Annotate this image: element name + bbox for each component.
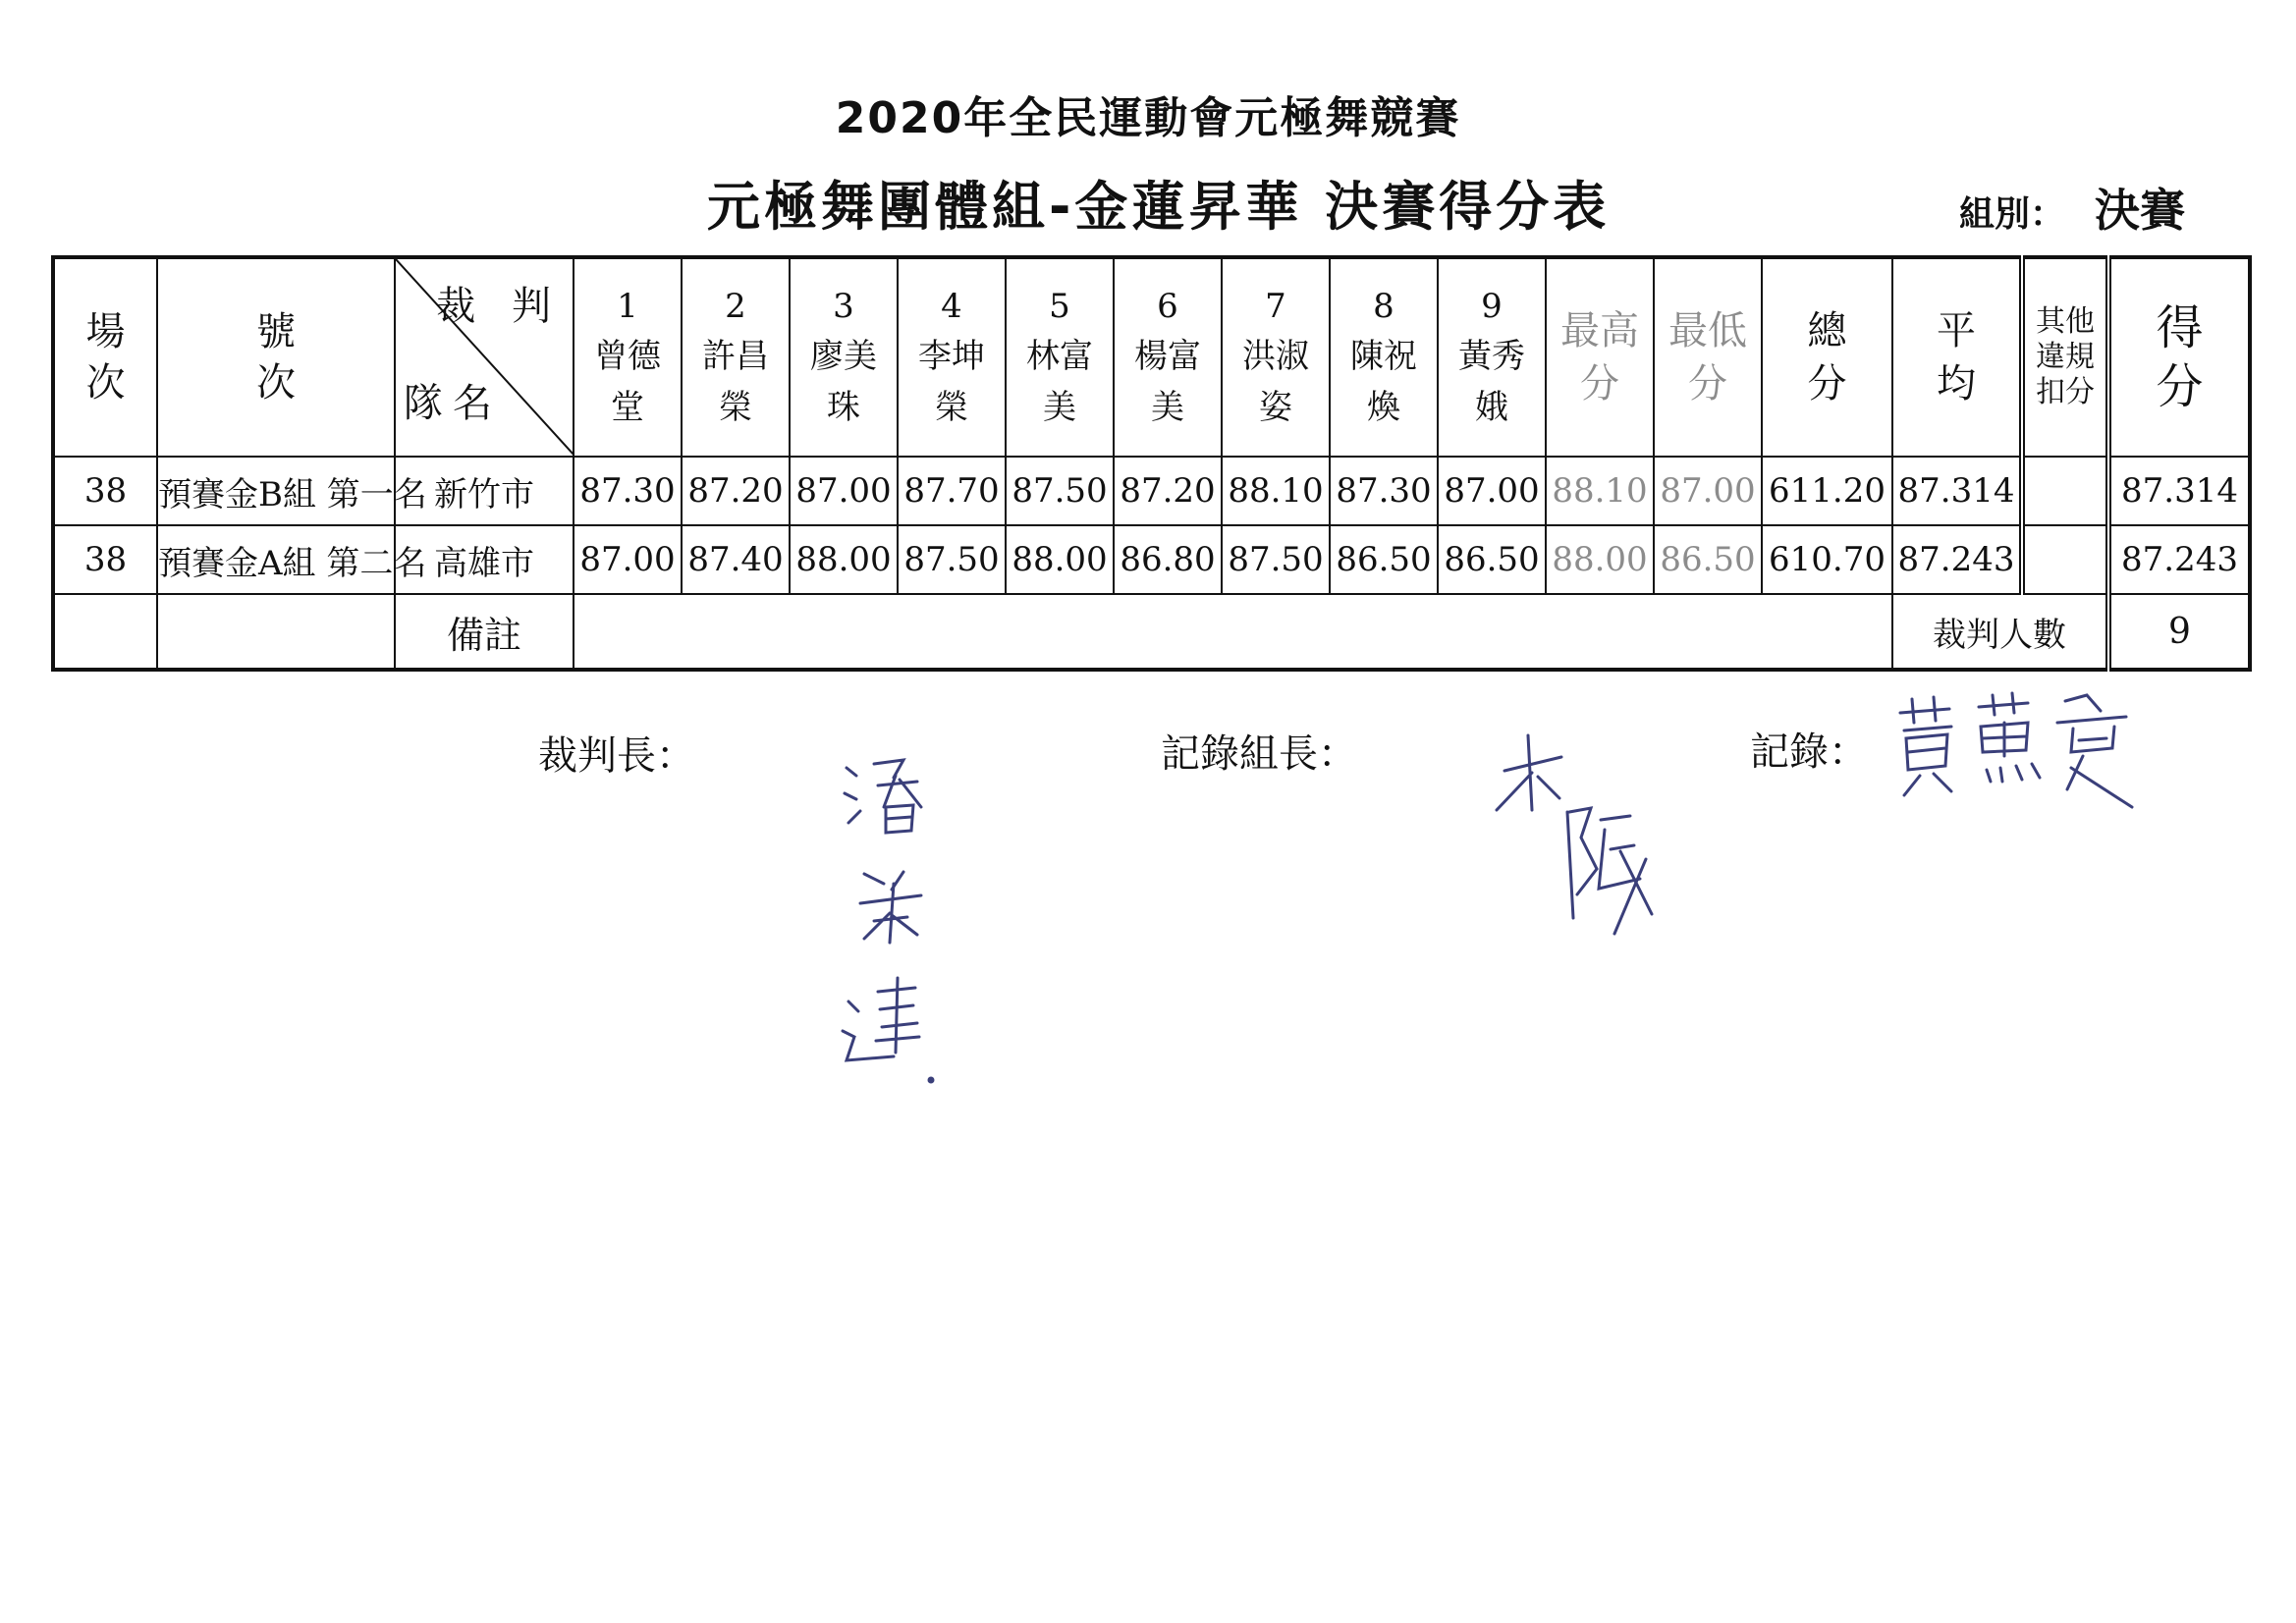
min-score-cell: 87.00 bbox=[1654, 457, 1762, 525]
score-cell: 87.40 bbox=[682, 525, 790, 594]
group-value: 決賽 bbox=[2095, 184, 2186, 237]
judge-5-header: 5 林富美 bbox=[1006, 257, 1114, 457]
chief-judge-signature bbox=[835, 746, 962, 1100]
average-header: 平均 bbox=[1892, 257, 2022, 457]
session-header: 場次 bbox=[53, 257, 157, 457]
score-cell: 88.00 bbox=[1006, 525, 1114, 594]
group-info bbox=[1959, 175, 2185, 240]
document-subtitle: 元極舞團體組-金蓮昇華 決賽得分表 bbox=[707, 176, 1611, 238]
score-cell: 87.50 bbox=[1222, 525, 1330, 594]
average-cell: 87.314 bbox=[1892, 457, 2022, 525]
judge-8-header: 8 陳祝煥 bbox=[1330, 257, 1438, 457]
score-cell: 86.50 bbox=[1438, 525, 1546, 594]
judge-3-header: 3 廖美珠 bbox=[790, 257, 898, 457]
score-cell: 87.30 bbox=[574, 457, 682, 525]
order-header: 號次 bbox=[157, 257, 395, 457]
average-cell: 87.243 bbox=[1892, 525, 2022, 594]
judge-4-header: 4 李坤榮 bbox=[898, 257, 1006, 457]
score-cell: 86.80 bbox=[1114, 525, 1222, 594]
min-score-header: 最低分 bbox=[1654, 257, 1762, 457]
team-cell: 新竹市 bbox=[395, 457, 574, 525]
recorder-label: 記錄： bbox=[1750, 730, 1868, 775]
final-score-cell: 87.243 bbox=[2108, 525, 2250, 594]
table-row bbox=[53, 525, 2250, 594]
score-cell: 87.00 bbox=[1438, 457, 1546, 525]
max-score-cell: 88.10 bbox=[1546, 457, 1654, 525]
judge-9-header: 9 黃秀娥 bbox=[1438, 257, 1546, 457]
total-cell: 610.70 bbox=[1762, 525, 1892, 594]
document-title: 2020年全民運動會元極舞競賽 bbox=[835, 93, 1461, 143]
score-cell: 87.00 bbox=[574, 525, 682, 594]
remarks-empty-cell bbox=[157, 594, 395, 670]
record-chief-signature bbox=[1483, 722, 1699, 977]
score-table bbox=[51, 255, 2252, 672]
order-cell: 預賽金A組 第二名 bbox=[157, 525, 395, 594]
judge-7-header: 7 洪淑姿 bbox=[1222, 257, 1330, 457]
remarks-content bbox=[574, 594, 1892, 670]
score-cell: 87.30 bbox=[1330, 457, 1438, 525]
other-deduction-header: 其他違規扣分 bbox=[2022, 257, 2108, 457]
judge-count-value: 9 bbox=[2108, 594, 2250, 670]
table-row bbox=[53, 457, 2250, 525]
score-cell: 88.10 bbox=[1222, 457, 1330, 525]
max-score-header: 最高分 bbox=[1546, 257, 1654, 457]
judge-count-label: 裁判人數 bbox=[1892, 594, 2108, 670]
group-label: 組別： bbox=[1959, 194, 2066, 235]
team-header-label: 隊名 bbox=[404, 381, 502, 426]
score-cell: 87.50 bbox=[1006, 457, 1114, 525]
score-cell: 86.50 bbox=[1330, 525, 1438, 594]
score-cell: 87.20 bbox=[682, 457, 790, 525]
session-cell: 38 bbox=[53, 457, 157, 525]
final-score-header: 得分 bbox=[2108, 257, 2250, 457]
min-score-cell: 86.50 bbox=[1654, 525, 1762, 594]
remarks-label: 備註 bbox=[395, 594, 574, 670]
session-cell: 38 bbox=[53, 525, 157, 594]
total-header: 總分 bbox=[1762, 257, 1892, 457]
judge-header-label: 裁 判 bbox=[436, 284, 563, 329]
other-deduction-cell bbox=[2022, 457, 2108, 525]
judge-6-header: 6 楊富美 bbox=[1114, 257, 1222, 457]
score-cell: 87.00 bbox=[790, 457, 898, 525]
score-cell: 87.70 bbox=[898, 457, 1006, 525]
team-cell: 高雄市 bbox=[395, 525, 574, 594]
final-score-cell: 87.314 bbox=[2108, 457, 2250, 525]
other-deduction-cell bbox=[2022, 525, 2108, 594]
total-cell: 611.20 bbox=[1762, 457, 1892, 525]
chief-judge-label: 裁判長： bbox=[538, 733, 695, 779]
score-cell: 88.00 bbox=[790, 525, 898, 594]
record-chief-label: 記錄組長： bbox=[1161, 731, 1357, 777]
recorder-signature bbox=[1890, 687, 2146, 815]
max-score-cell: 88.00 bbox=[1546, 525, 1654, 594]
judge-1-header: 1 曾德堂 bbox=[574, 257, 682, 457]
score-cell: 87.20 bbox=[1114, 457, 1222, 525]
judge-2-header: 2 許昌榮 bbox=[682, 257, 790, 457]
header-row bbox=[53, 257, 2250, 457]
order-cell: 預賽金B組 第一名 bbox=[157, 457, 395, 525]
remarks-row bbox=[53, 594, 2250, 670]
judge-team-diagonal-header bbox=[395, 257, 574, 457]
remarks-empty-cell bbox=[53, 594, 157, 670]
score-cell: 87.50 bbox=[898, 525, 1006, 594]
